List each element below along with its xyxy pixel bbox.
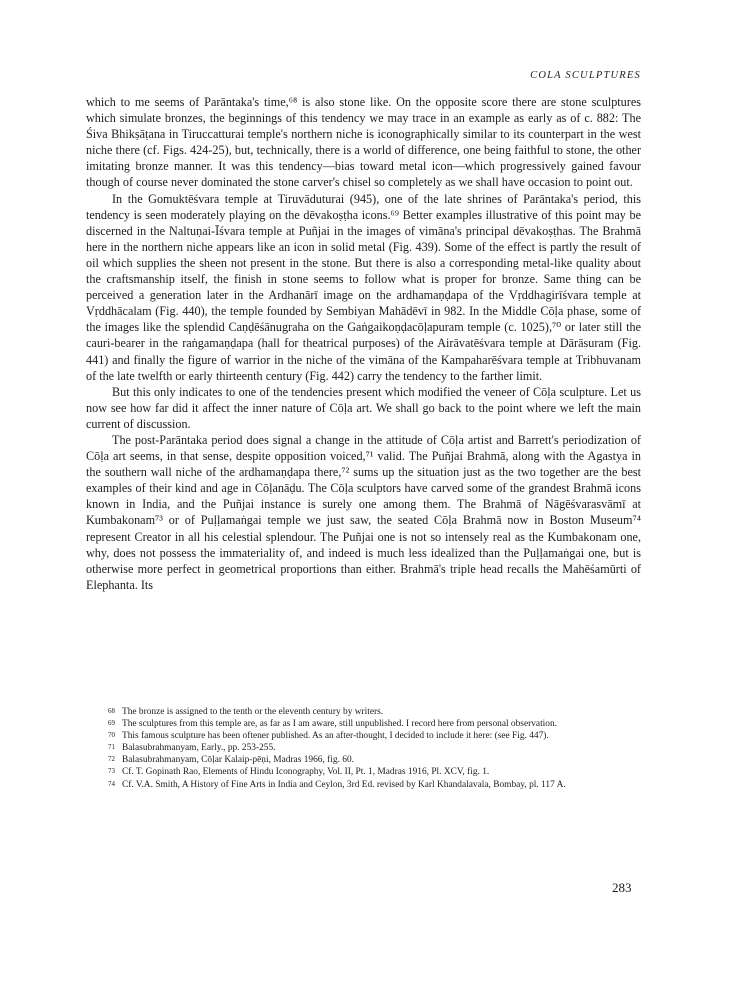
page-number: 283 <box>612 880 632 895</box>
footnote-68 <box>108 706 641 718</box>
footnote-number: 72 <box>108 755 115 764</box>
paragraph-1: which to me seems of Parāntaka's time,⁶⁸ is also stone like. On the opposite score there are stone sculptures which simulate bronzes, the beginnings of this tendency we may trace in an example as early as of c. 882: The Śiva Bhikṣāṭana in Tiruccatturai temple's northern niche is iconographically similar to its counterpart in the west niche there (cf. Figs. 424-25), but, technically, there is a world of difference, one being faithful to stone, the other imitating bronze manner. It was this tendency—bias toward metal icon—which progressively gained favour though of course never dominated the stone carver's chisel so completely as we shall have occasion to point out. <box>86 95 641 190</box>
footnote-text: The sculptures from this temple are, as far as I am aware, still unpublished. I record here from personal observation. <box>122 719 558 730</box>
paragraph-2: In the Gomuktēśvara temple at Tiruvāduturai (945), one of the late shrines of Parāntaka's period, this tendency is seen moderately playing on the dēvakoṣṭha icons.⁶⁹ Better examples illustrative of this point may be discerned in the Naltuṇai-Īśvara temple at Puñjai in the images of vimāna's principal dēvakoṣṭhas. The Brahmā here in the northern niche appears like an icon in solid metal (Fig. 439). Some of the effect is partly the result of oil which supplies the sheen not present in the stone. But there is also a corresponding metal-like quality about the craftsmanship itself, the finish in stone seems to follow what is proper for bronze. Same thing can be perceived a generation later in the Ardhanārī image on the ardhamaṇḍapa of the Vṛddhagirīśvara temple at Vṛddhācalam (Fig. 440), the temple founded by Sembiyan Mahādēvī in 982. In the Middle Cōḷa phase, some of the images like the splendid Caṇḍēśānugraha on the Gaṅgaikoṇḍacōḷapuram temple (c. 1025),⁷⁰ or later still the cauri-bearer in the raṅgamaṇḍapa (hall for theatrical purposes) of the Airāvatēśvara temple at Dārāsuram (Fig. 441) and finally the figure of warrior in the niche of the vimāna of the Kampaharēśvara temple at Tribhuvanam of the late twelfth or early thirteenth century (Fig. 442) carry the tendency to the farther limit. <box>86 191 641 383</box>
paragraph-4: The post-Parāntaka period does signal a change in the attitude of Cōḷa artist and Barrett's periodization of Cōḷa art seems, in that sense, despite opposition voiced,⁷¹ valid. The Puñjai Brahmā, along with the Agastya in the southern wall niche of the ardhamaṇḍapa there,⁷² sums up the situation just as the two together are the best examples of their kind and age in Cōḷanāḍu. The Cōḷa sculptors have carved some of the grandest Brahmā icons known in India, and the Puñjai instance is surely one among them. The Brahmā of Nāgēśvarasvāmī at Kumbakonam⁷³ or of Puḷḷamaṅgai temple we just saw, the seated Cōḷa Brahmā now in Boston Museum⁷⁴ represent Creator in all his celestial splendour. The Puñjai one is not so intensely real as the Kumbakonam one, why, does not possess the immateriality of, and indeed is much less idealized than the Puḷḷamaṅgai one, but is otherwise more perfect in geometrical proportions than either. Brahmā's triple head recalls the Mahēśamūrti of Elephanta. Its <box>86 432 641 592</box>
paragraph-3: But this only indicates to one of the tendencies present which modified the veneer of Cōḷa sculpture. Let us now see how far did it affect the inner nature of Cōḷa art. We shall go back to the point where we left the main current of discussion. <box>86 384 641 431</box>
footnote-70 <box>108 730 641 742</box>
footnote-number: 70 <box>108 731 115 740</box>
footnote-text: Balasubrahmanyam, Early., pp. 253-255. <box>122 743 276 754</box>
running-head: COLA SCULPTURES <box>530 70 641 81</box>
footnote-number: 71 <box>108 743 115 752</box>
body-text <box>86 94 641 593</box>
footnotes <box>108 706 641 791</box>
footnote-number: 74 <box>108 779 115 788</box>
footnote-text: Balasubrahmanyam, Cōḷar Kalaip-pēṇi, Madras 1966, fig. 60. <box>122 755 354 766</box>
footnote-number: 69 <box>108 719 115 728</box>
footnote-72 <box>108 754 641 766</box>
footnote-text: Cf. V.A. Smith, A History of Fine Arts in India and Ceylon, 3rd Ed. revised by Karl Khandalavala, Bombay, pl. 117 A. <box>122 779 566 790</box>
footnote-73 <box>108 766 641 778</box>
footnote-text: This famous sculpture has been oftener published. As an after-thought, I decided to include it here: (see Fig. 447). <box>122 731 549 742</box>
footnote-number: 68 <box>108 707 115 715</box>
footnote-71 <box>108 742 641 754</box>
footnote-text: Cf. T. Gopinath Rao, Elements of Hindu Iconography, Vol. II, Pt. 1, Madras 1916, Pl. XCV, fig. 1. <box>122 767 490 778</box>
footnote-74 <box>108 779 641 791</box>
footnote-text: The bronze is assigned to the tenth or the eleventh century by writers. <box>122 707 384 717</box>
footnote-69 <box>108 718 641 730</box>
footnote-number: 73 <box>108 767 115 776</box>
